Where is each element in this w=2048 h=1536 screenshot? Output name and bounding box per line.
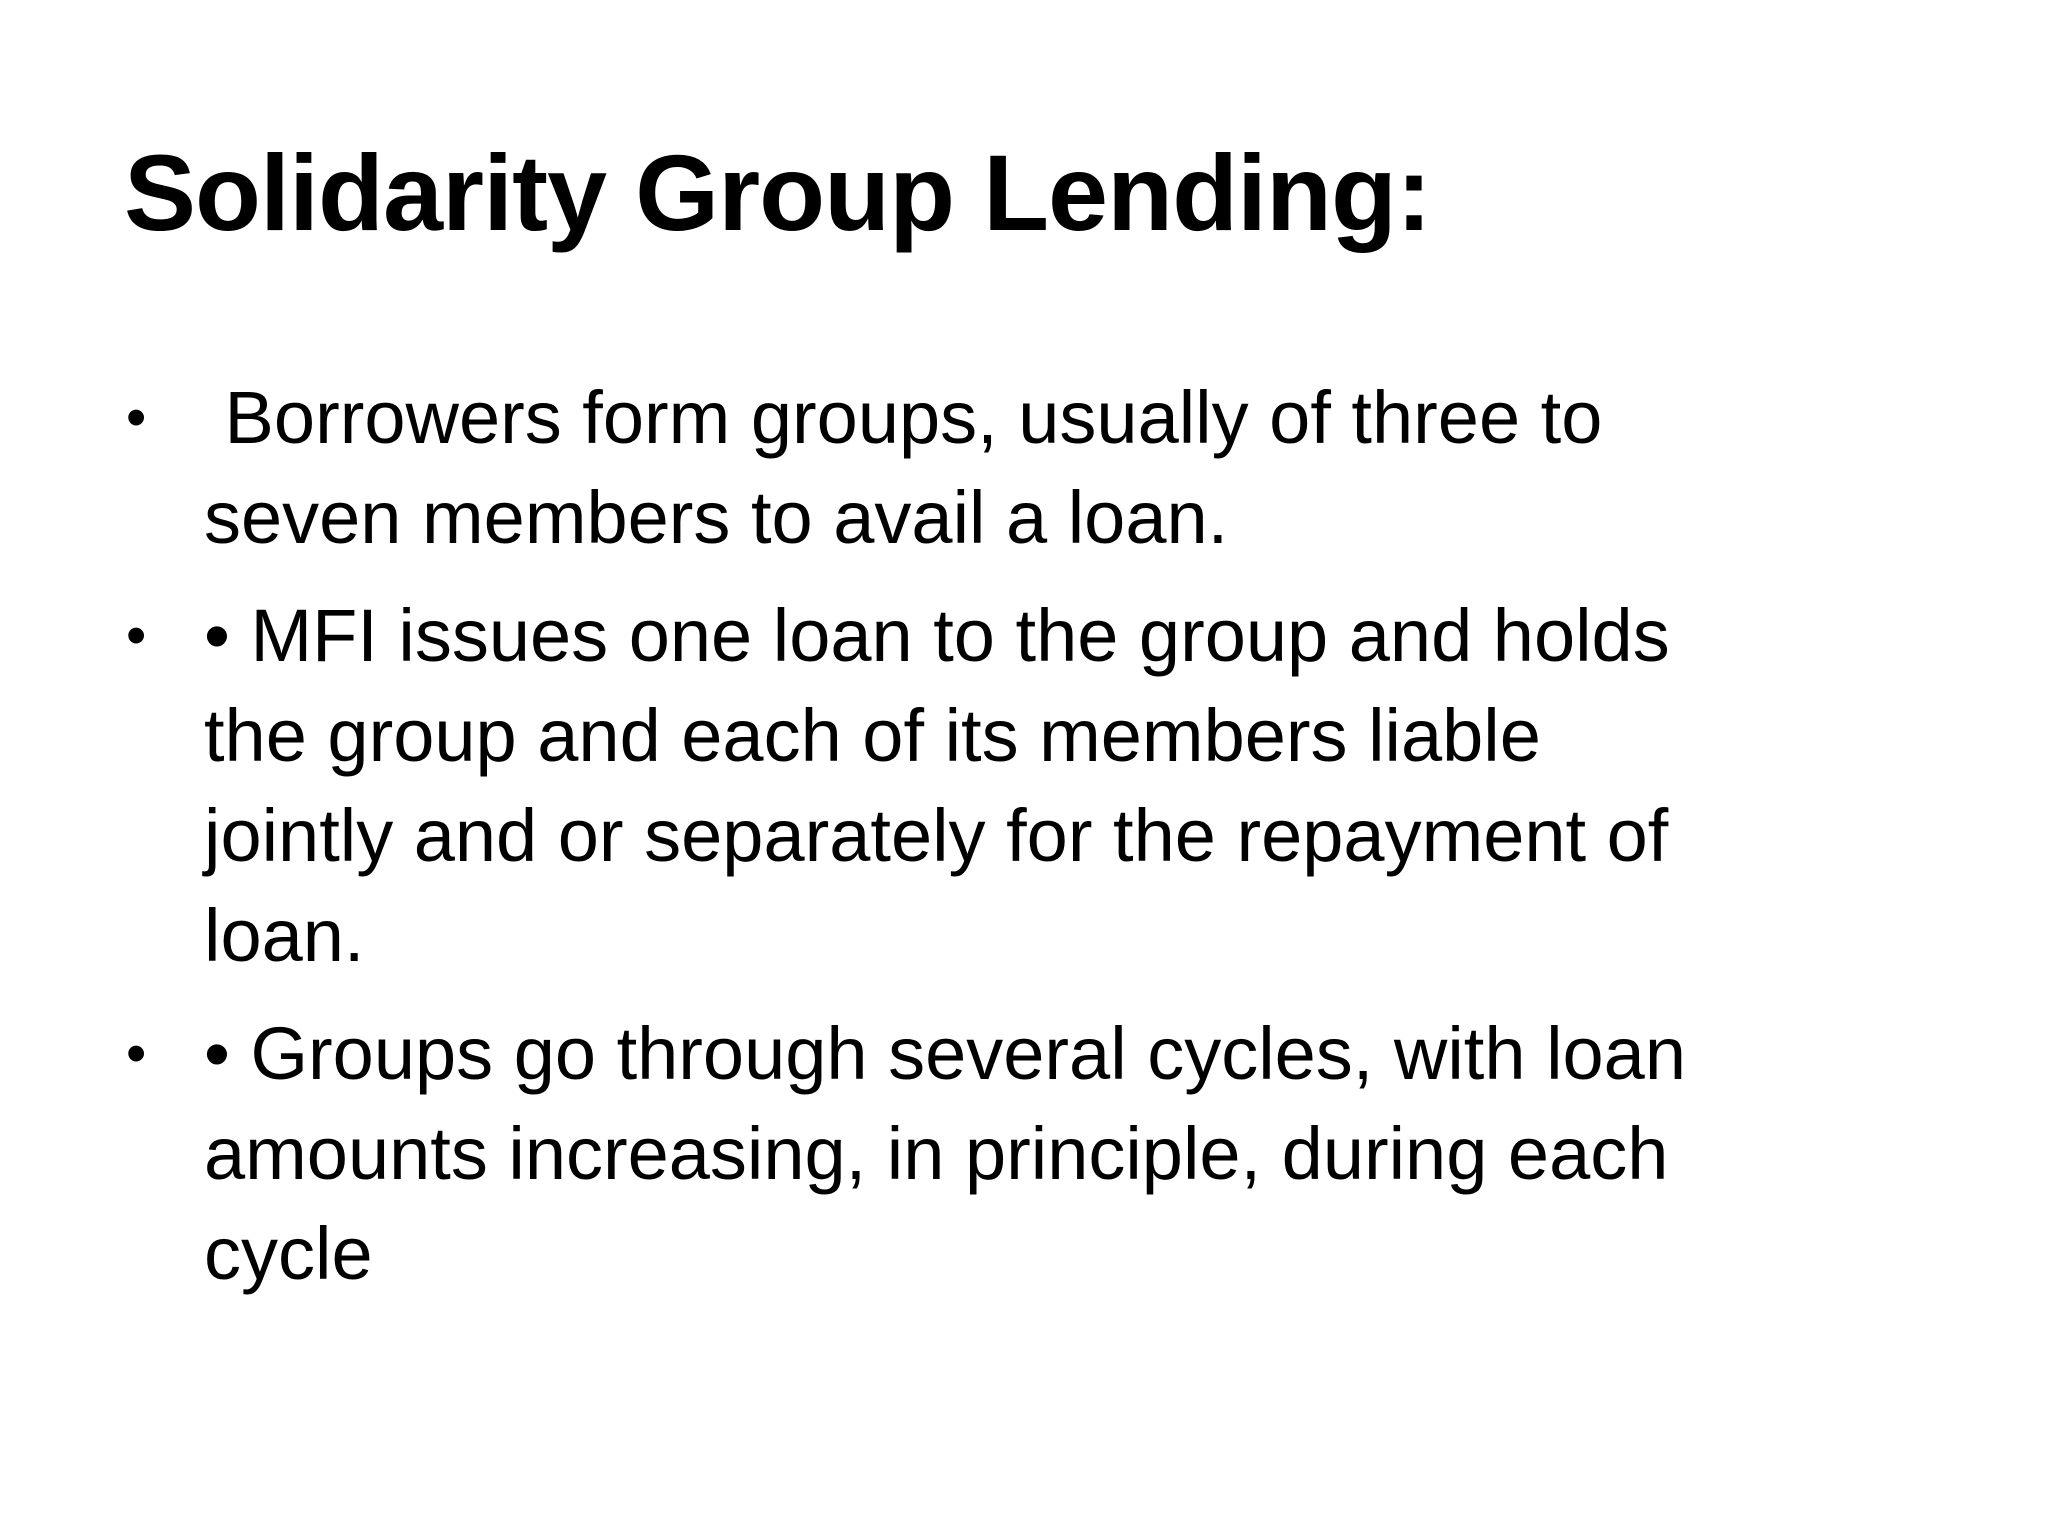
bullet-icon: • [126, 385, 147, 450]
bullet-icon: • [126, 603, 147, 668]
list-item [124, 368, 1944, 568]
bullet-text [204, 586, 1944, 986]
bullet-line: Borrowers form groups, usually of three to [204, 376, 1603, 459]
bullet-line: cycle [204, 1212, 373, 1295]
bullet-icon: • [126, 1021, 147, 1086]
list-item [124, 1004, 1944, 1304]
bullet-text [204, 1004, 1944, 1304]
bullet-line: loan. [204, 894, 365, 977]
list-item [124, 586, 1944, 986]
slide-title: Solidarity Group Lending: [124, 132, 1431, 253]
bullet-line: jointly and or separately for the repayment of [204, 794, 1669, 877]
bullet-line: amounts increasing, in principle, during each [204, 1112, 1669, 1195]
bullet-list [124, 368, 1944, 1322]
bullet-line: • Groups go through several cycles, with loan [204, 1012, 1686, 1095]
bullet-line: • MFI issues one loan to the group and holds [204, 594, 1670, 677]
bullet-line: the group and each of its members liable [204, 694, 1541, 777]
bullet-text [204, 368, 1944, 568]
bullet-line: seven members to avail a loan. [204, 476, 1229, 559]
